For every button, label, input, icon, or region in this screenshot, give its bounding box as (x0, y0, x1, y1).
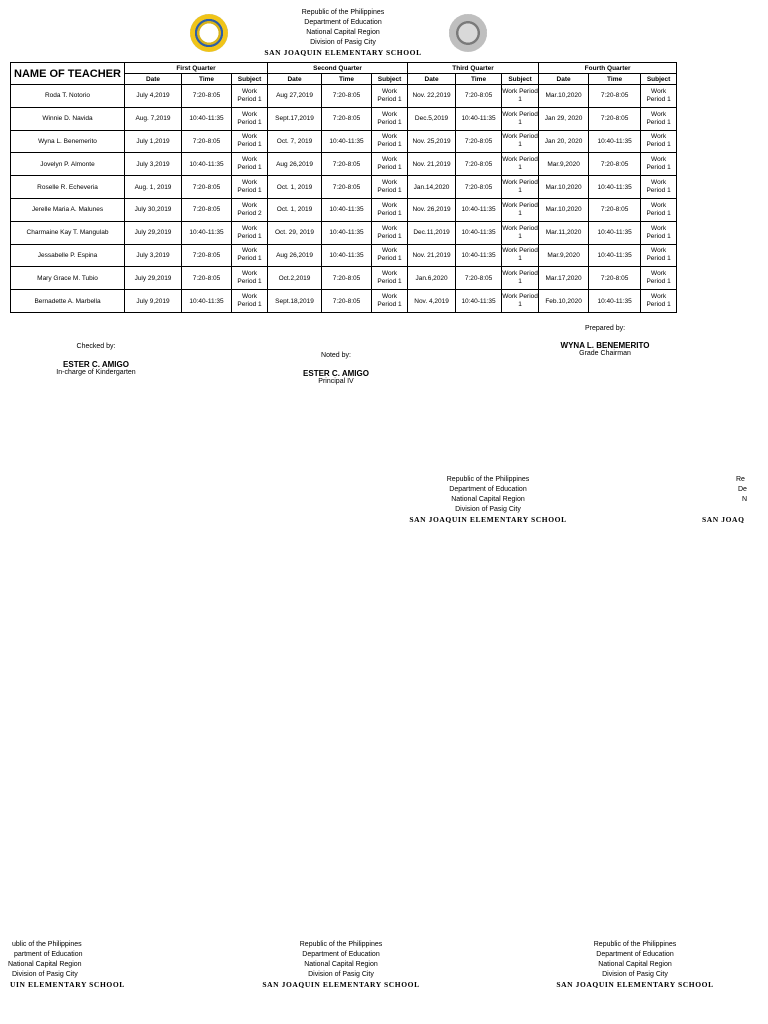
time-header: Time (589, 74, 641, 85)
noted-by-name: ESTER C. AMIGO (303, 369, 369, 378)
header-division: Division of Pasig City (308, 971, 374, 978)
subject-cell: Work Period 1 (372, 267, 408, 290)
time-cell: 7:20-8:05 (322, 176, 372, 199)
header-school: SAN JOAQUIN ELEMENTARY SCHOOL (262, 980, 420, 989)
header-country: Republic of the Philippines (593, 941, 677, 948)
header-department-fragment: partment of Education (14, 951, 83, 958)
time-cell: 10:40-11:35 (456, 244, 502, 267)
teacher-name: Jovelyn P. Almonte (11, 153, 125, 176)
time-cell: 10:40-11:35 (182, 221, 232, 244)
prepared-by-name: WYNA L. BENEMERITO (560, 341, 650, 350)
date-cell: Aug 27,2019 (268, 85, 322, 108)
header-region-fragment: N (742, 496, 748, 503)
teacher-name: Mary Grace M. Tubio (11, 267, 125, 290)
date-cell: Mar.9,2020 (539, 244, 589, 267)
time-cell: 7:20-8:05 (322, 85, 372, 108)
teacher-name: Jerelle Maria A. Malunes (11, 198, 125, 221)
date-cell: Oct. 29, 2019 (268, 221, 322, 244)
time-cell: 7:20-8:05 (182, 267, 232, 290)
table-row (11, 153, 677, 176)
subject-cell: Work Period 1 (372, 244, 408, 267)
checked-by-role: In-charge of Kindergarten (56, 369, 136, 376)
header-division: Division of Pasig City (310, 39, 376, 46)
date-cell: Mar.11,2020 (539, 221, 589, 244)
bottom-header-right (520, 940, 750, 990)
subject-cell: Work Period 1 (502, 290, 539, 313)
subject-cell: Work Period 2 (232, 198, 268, 221)
header-region: National Capital Region (306, 29, 380, 36)
date-cell: July 3,2019 (125, 153, 182, 176)
time-cell: 7:20-8:05 (322, 290, 372, 313)
header-region-fragment: National Capital Region (8, 961, 82, 968)
time-cell: 10:40-11:35 (322, 130, 372, 153)
header-department-fragment: De (738, 486, 747, 493)
subject-cell: Work Period 1 (232, 244, 268, 267)
time-header: Time (322, 74, 372, 85)
subject-cell: Work Period 1 (641, 198, 677, 221)
time-cell: 7:20-8:05 (182, 130, 232, 153)
table-row (11, 198, 677, 221)
time-cell: 10:40-11:35 (456, 107, 502, 130)
time-cell: 10:40-11:35 (589, 130, 641, 153)
subject-cell: Work Period 1 (232, 176, 268, 199)
time-cell: 7:20-8:05 (182, 176, 232, 199)
header-department: Department of Education (449, 486, 527, 493)
time-cell: 10:40-11:35 (589, 244, 641, 267)
subject-header: Subject (232, 74, 268, 85)
date-cell: Nov. 21,2019 (408, 153, 456, 176)
time-cell: 7:20-8:05 (456, 176, 502, 199)
teacher-name: Roselle R. Echeveria (11, 176, 125, 199)
subject-cell: Work Period 1 (232, 107, 268, 130)
date-cell: Sept.18,2019 (268, 290, 322, 313)
prepared-by-role: Grade Chairman (579, 350, 631, 357)
date-cell: Sept.17,2019 (268, 107, 322, 130)
header-school: SAN JOAQUIN ELEMENTARY SCHOOL (409, 515, 567, 524)
date-cell: July 9,2019 (125, 290, 182, 313)
date-cell: Nov. 26,2019 (408, 198, 456, 221)
noted-by-block (276, 352, 396, 385)
table-row (11, 290, 677, 313)
quarter-header: Third Quarter (408, 63, 539, 74)
header-division: Division of Pasig City (602, 971, 668, 978)
checked-by-name: ESTER C. AMIGO (63, 360, 129, 369)
time-cell: 10:40-11:35 (322, 244, 372, 267)
bottom-header-center (226, 940, 456, 990)
teacher-name: Bernadette A. Marbella (11, 290, 125, 313)
table-row (11, 267, 677, 290)
prepared-by-label: Prepared by: (584, 325, 626, 332)
teacher-column-header: NAME OF TEACHER (11, 63, 125, 85)
subject-cell: Work Period 1 (372, 290, 408, 313)
checked-by-label: Checked by: (76, 343, 116, 350)
header-school: SAN JOAQUIN ELEMENTARY SCHOOL (556, 980, 714, 989)
time-cell: 7:20-8:05 (456, 267, 502, 290)
subject-cell: Work Period 1 (641, 244, 677, 267)
date-cell: Feb.10,2020 (539, 290, 589, 313)
subject-cell: Work Period 1 (641, 267, 677, 290)
date-cell: Oct. 1, 2019 (268, 198, 322, 221)
subject-cell: Work Period 1 (232, 290, 268, 313)
quarter-header: Fourth Quarter (539, 63, 677, 74)
noted-by-label: Noted by: (321, 352, 351, 359)
header-school-fragment: SAN JOAQ (702, 515, 745, 524)
date-cell: Mar.10,2020 (539, 85, 589, 108)
subject-cell: Work Period 1 (232, 153, 268, 176)
time-cell: 10:40-11:35 (456, 198, 502, 221)
header-country-fragment: ublic of the Philippines (12, 941, 82, 948)
time-cell: 7:20-8:05 (456, 130, 502, 153)
time-cell: 7:20-8:05 (589, 198, 641, 221)
date-cell: July 1,2019 (125, 130, 182, 153)
header-country: Republic of the Philippines (299, 941, 383, 948)
time-cell: 7:20-8:05 (322, 153, 372, 176)
date-cell: Jan 20, 2020 (539, 130, 589, 153)
teacher-name: Wyna L. Benemerito (11, 130, 125, 153)
date-cell: Oct. 7, 2019 (268, 130, 322, 153)
subject-cell: Work Period 1 (372, 198, 408, 221)
time-cell: 10:40-11:35 (182, 107, 232, 130)
time-cell: 7:20-8:05 (322, 107, 372, 130)
teacher-name: Winnie D. Navida (11, 107, 125, 130)
subject-cell: Work Period 1 (502, 198, 539, 221)
subject-cell: Work Period 1 (372, 107, 408, 130)
table-row (11, 244, 677, 267)
header-region: National Capital Region (598, 961, 672, 968)
repeated-header (373, 475, 603, 525)
subject-cell: Work Period 1 (641, 290, 677, 313)
date-cell: Oct. 1, 2019 (268, 176, 322, 199)
header-region: National Capital Region (304, 961, 378, 968)
subject-cell: Work Period 1 (372, 153, 408, 176)
subject-header: Subject (502, 74, 539, 85)
deped-seal-logo (190, 14, 228, 52)
quarter-header: Second Quarter (268, 63, 408, 74)
date-cell: Aug 26,2019 (268, 153, 322, 176)
quarter-header: First Quarter (125, 63, 268, 74)
date-header: Date (408, 74, 456, 85)
subject-cell: Work Period 1 (502, 176, 539, 199)
subject-cell: Work Period 1 (502, 221, 539, 244)
spacer (702, 505, 768, 515)
date-cell: July 29,2019 (125, 267, 182, 290)
subject-cell: Work Period 1 (372, 221, 408, 244)
date-cell: Oct.2,2019 (268, 267, 322, 290)
time-cell: 7:20-8:05 (182, 198, 232, 221)
date-header: Date (539, 74, 589, 85)
header-department: Department of Education (302, 951, 380, 958)
date-cell: July 4,2019 (125, 85, 182, 108)
time-cell: 7:20-8:05 (589, 85, 641, 108)
table-row (11, 130, 677, 153)
subject-cell: Work Period 1 (502, 130, 539, 153)
subject-cell: Work Period 1 (232, 221, 268, 244)
date-cell: Dec.11,2019 (408, 221, 456, 244)
header-department: Department of Education (304, 19, 382, 26)
date-cell: Mar.10,2020 (539, 176, 589, 199)
subject-cell: Work Period 1 (502, 107, 539, 130)
header-country-fragment: Re (736, 476, 745, 483)
subject-cell: Work Period 1 (232, 85, 268, 108)
time-cell: 7:20-8:05 (182, 85, 232, 108)
time-cell: 7:20-8:05 (456, 85, 502, 108)
time-header: Time (456, 74, 502, 85)
date-cell: Nov. 22,2019 (408, 85, 456, 108)
schedule-table (10, 62, 677, 313)
subject-cell: Work Period 1 (641, 85, 677, 108)
subject-cell: Work Period 1 (232, 267, 268, 290)
time-cell: 10:40-11:35 (589, 290, 641, 313)
subject-cell: Work Period 1 (641, 176, 677, 199)
date-cell: Jan.14,2020 (408, 176, 456, 199)
time-cell: 7:20-8:05 (589, 153, 641, 176)
date-cell: Aug. 1, 2019 (125, 176, 182, 199)
header-division-fragment: Division of Pasig City (12, 971, 78, 978)
date-cell: Mar.9,2020 (539, 153, 589, 176)
subject-cell: Work Period 1 (372, 130, 408, 153)
time-cell: 7:20-8:05 (456, 153, 502, 176)
subject-header: Subject (372, 74, 408, 85)
time-cell: 10:40-11:35 (589, 176, 641, 199)
table-row (11, 221, 677, 244)
date-cell: Jan.6,2020 (408, 267, 456, 290)
subject-cell: Work Period 1 (641, 221, 677, 244)
subject-cell: Work Period 1 (502, 267, 539, 290)
teacher-name: Charmaine Kay T. Mangulab (11, 221, 125, 244)
header-school-fragment: UIN ELEMENTARY SCHOOL (10, 980, 125, 989)
date-header: Date (268, 74, 322, 85)
time-cell: 10:40-11:35 (456, 290, 502, 313)
header-country: Republic of the Philippines (301, 9, 385, 16)
table-row (11, 176, 677, 199)
date-cell: Nov. 21,2019 (408, 244, 456, 267)
header-school: SAN JOAQUIN ELEMENTARY SCHOOL (264, 48, 422, 57)
date-cell: Mar.17,2020 (539, 267, 589, 290)
time-cell: 10:40-11:35 (322, 221, 372, 244)
header-department: Department of Education (596, 951, 674, 958)
time-cell: 10:40-11:35 (322, 198, 372, 221)
subject-cell: Work Period 1 (372, 85, 408, 108)
time-cell: 7:20-8:05 (589, 267, 641, 290)
noted-by-role: Principal IV (318, 378, 354, 385)
document-header (228, 8, 458, 58)
time-header: Time (182, 74, 232, 85)
clipped-header-right (702, 475, 768, 525)
date-cell: Jan 29, 2020 (539, 107, 589, 130)
time-cell: 7:20-8:05 (182, 244, 232, 267)
date-cell: Nov. 25,2019 (408, 130, 456, 153)
teacher-name: Jessabelle P. Espina (11, 244, 125, 267)
header-division: Division of Pasig City (455, 506, 521, 513)
bottom-header-left (0, 940, 130, 990)
header-country: Republic of the Philippines (446, 476, 530, 483)
subject-cell: Work Period 1 (641, 107, 677, 130)
subject-cell: Work Period 1 (372, 176, 408, 199)
subject-cell: Work Period 1 (502, 244, 539, 267)
time-cell: 7:20-8:05 (322, 267, 372, 290)
header-region: National Capital Region (451, 496, 525, 503)
schedule-rows (11, 85, 677, 313)
subject-cell: Work Period 1 (502, 153, 539, 176)
date-cell: Dec.5,2019 (408, 107, 456, 130)
time-cell: 10:40-11:35 (182, 290, 232, 313)
prepared-by-block (545, 325, 665, 357)
date-header: Date (125, 74, 182, 85)
table-row (11, 107, 677, 130)
table-row (11, 85, 677, 108)
date-cell: Mar.10,2020 (539, 198, 589, 221)
subject-cell: Work Period 1 (641, 130, 677, 153)
date-cell: July 29,2019 (125, 221, 182, 244)
time-cell: 10:40-11:35 (182, 153, 232, 176)
subject-cell: Work Period 1 (641, 153, 677, 176)
date-cell: Aug 26,2019 (268, 244, 322, 267)
teacher-name: Roda T. Notorio (11, 85, 125, 108)
time-cell: 10:40-11:35 (589, 221, 641, 244)
date-cell: Nov. 4,2019 (408, 290, 456, 313)
date-cell: July 3,2019 (125, 244, 182, 267)
date-cell: Aug. 7,2019 (125, 107, 182, 130)
subject-cell: Work Period 1 (232, 130, 268, 153)
checked-by-block (36, 343, 156, 376)
time-cell: 7:20-8:05 (589, 107, 641, 130)
subject-cell: Work Period 1 (502, 85, 539, 108)
date-cell: July 30,2019 (125, 198, 182, 221)
subject-header: Subject (641, 74, 677, 85)
time-cell: 10:40-11:35 (456, 221, 502, 244)
